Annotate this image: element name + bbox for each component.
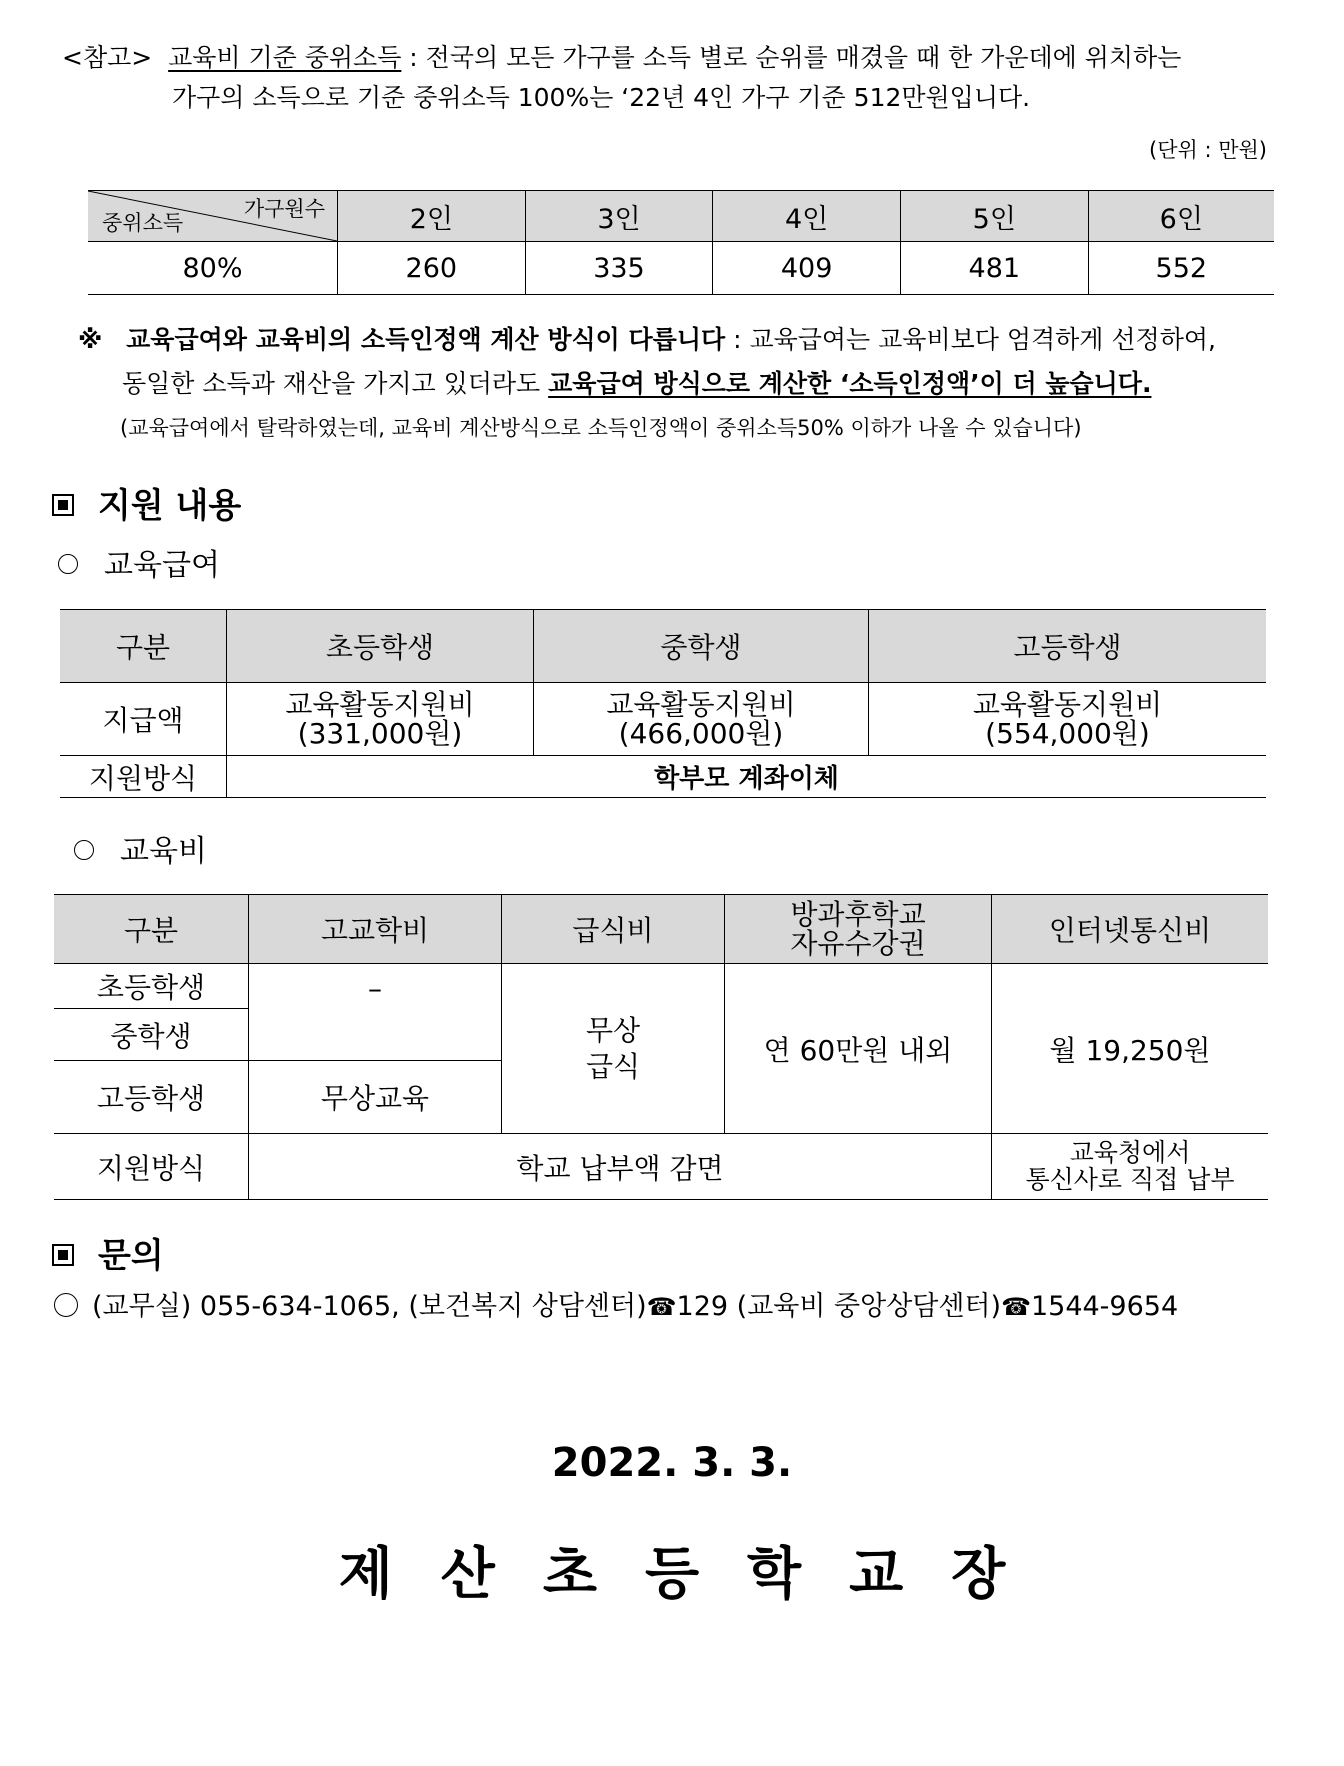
support-title-text: 지원 내용 [98, 486, 242, 526]
internet-method: 교육청에서 통신사로 직접 납부 [992, 1134, 1269, 1200]
phone-icon: ☎ [646, 1293, 677, 1321]
expense-header: 구분 [54, 895, 249, 964]
median-income-table [88, 190, 1274, 295]
reference-definition: : 전국의 모든 가구를 소득 별로 순위를 매겼을 때 한 가운데에 위치하는 [401, 43, 1182, 72]
median-income-label: 중위소득 [102, 211, 184, 235]
caution-line2-underlined: 교육급여 방식으로 계산한 ‘소득인정액’이 더 높습니다. [548, 369, 1152, 398]
reference-term: 교육비 기준 중위소득 [168, 43, 402, 72]
expense-method-label: 지원방식 [54, 1134, 249, 1200]
caution-line3: (교육급여에서 탈락하였는데, 교육비 계산방식으로 소득인정액이 중위소득50% 이하가 나올 수 있습니다) [120, 416, 1082, 440]
household-size-label: 가구원수 [243, 197, 325, 221]
household-header: 2인 [338, 191, 526, 242]
household-header: 6인 [1088, 191, 1274, 242]
household-header: 4인 [713, 191, 901, 242]
expense-header: 고교학비 [249, 895, 502, 964]
internet-amount: 월 19,250원 [992, 964, 1269, 1134]
phone-icon: ☎ [1001, 1293, 1031, 1321]
reference-note-line2: 가구의 소득으로 기준 중위소득 100%는 ‘22년 4인 가구 기준 512만원입니다. [172, 83, 1031, 112]
income-value: 409 [713, 242, 901, 295]
meal-free: 무상 급식 [502, 964, 725, 1134]
expense-table [54, 894, 1268, 1200]
inquiry-contacts [54, 1284, 1178, 1323]
contact-office: (교무실) 055-634-1065, (보건복지 상담센터) [92, 1291, 647, 1322]
tuition-high: 무상교육 [249, 1061, 502, 1134]
method-value: 학부모 계좌이체 [227, 756, 1267, 798]
square-bullet-icon [52, 494, 74, 516]
expense-method-value: 학교 납부액 감면 [249, 1134, 992, 1200]
diagonal-header-cell [88, 191, 338, 242]
reference-label: <참고> [62, 43, 153, 72]
row-label-high: 고등학생 [54, 1061, 249, 1134]
benefit-header: 초등학생 [227, 610, 534, 683]
support-section-title [52, 478, 241, 527]
contact-welfare: 129 (교육비 중앙상담센터) [676, 1291, 1002, 1322]
income-row-label: 80% [88, 242, 338, 295]
benefit-title-text: 교육급여 [104, 548, 220, 583]
benefit-header: 중학생 [534, 610, 869, 683]
circle-bullet-icon [74, 840, 94, 860]
expense-header: 급식비 [502, 895, 725, 964]
tuition-dash: – [249, 964, 502, 1061]
amount-high: 교육활동지원비 (554,000원) [869, 683, 1267, 756]
inquiry-title-text: 문의 [98, 1236, 164, 1276]
reference-note-line1 [62, 38, 1181, 74]
circle-bullet-icon [58, 554, 78, 574]
benefit-subtitle [58, 540, 220, 584]
row-label-middle: 중학생 [54, 1009, 249, 1061]
contact-education-center: 1544-9654 [1030, 1291, 1179, 1322]
caution-bold: 교육급여와 교육비의 소득인정액 계산 방식이 다릅니다 [126, 325, 726, 354]
caution-line1 [78, 320, 1216, 356]
unit-note: (단위 : 만원) [1149, 138, 1267, 162]
method-label: 지원방식 [60, 756, 227, 798]
expense-header: 인터넷통신비 [992, 895, 1269, 964]
income-value: 481 [900, 242, 1088, 295]
amount-label: 지급액 [60, 683, 227, 756]
income-value: 335 [525, 242, 713, 295]
household-header: 3인 [525, 191, 713, 242]
expense-header-afterschool: 방과후학교 자유수강권 [725, 895, 992, 964]
household-header: 5인 [900, 191, 1088, 242]
caution-line2 [122, 364, 1151, 400]
benefit-header: 구분 [60, 610, 227, 683]
circle-bullet-icon [54, 1293, 78, 1317]
caution-line2-plain: 동일한 소득과 재산을 가지고 있더라도 [122, 369, 549, 398]
expense-title-text: 교육비 [120, 834, 207, 869]
square-bullet-icon [52, 1244, 74, 1266]
caution-rest: : 교육급여는 교육비보다 엄격하게 선정하여, [725, 325, 1216, 354]
row-label-elementary: 초등학생 [54, 964, 249, 1009]
document-date: 2022. 3. 3. [551, 1440, 793, 1486]
amount-elementary: 교육활동지원비 (331,000원) [227, 683, 534, 756]
inquiry-section-title [52, 1228, 164, 1277]
signer-name: 제산초등학교장 [338, 1542, 1054, 1607]
income-value: 260 [338, 242, 526, 295]
income-value: 552 [1088, 242, 1274, 295]
amount-middle: 교육활동지원비 (466,000원) [534, 683, 869, 756]
afterschool-amount: 연 60만원 내외 [725, 964, 992, 1134]
expense-subtitle [74, 826, 207, 870]
caution-mark: ※ [78, 325, 103, 354]
benefit-header: 고등학생 [869, 610, 1267, 683]
benefit-table [60, 609, 1266, 798]
